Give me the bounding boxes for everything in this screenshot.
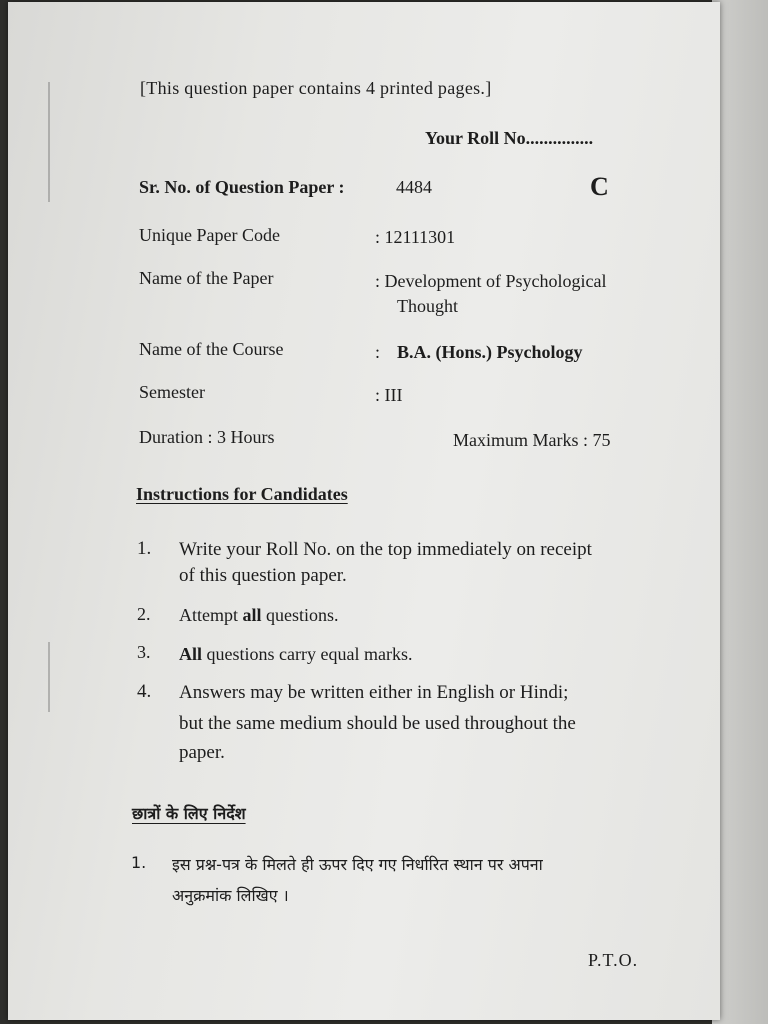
instruction-number: 1. xyxy=(137,538,152,559)
hindi-instruction-text: अनुक्रमांक लिखिए । xyxy=(172,886,289,905)
instruction-text: Write your Roll No. on the top immediately on receipt xyxy=(179,539,592,560)
course-value: B.A. (Hons.) Psychology xyxy=(397,342,583,362)
maximum-marks: Maximum Marks : 75 xyxy=(453,430,611,450)
instruction-text: All questions carry equal marks. xyxy=(179,644,413,664)
instruction-number: 4. xyxy=(137,681,152,702)
instruction-text: Attempt all questions. xyxy=(179,605,339,625)
sr-no-value: 4484 xyxy=(396,177,432,197)
paper-fold-mark xyxy=(48,642,50,712)
background-edge xyxy=(712,0,768,1024)
instruction-number: 2. xyxy=(137,604,151,624)
upc-label: Unique Paper Code xyxy=(139,225,280,245)
pto-note: P.T.O. xyxy=(588,950,639,970)
semester-value: : III xyxy=(375,385,403,405)
roll-number: Your Roll No............... xyxy=(425,128,594,148)
pages-note: [This question paper contains 4 printed pages.] xyxy=(140,78,492,98)
sr-no-label: Sr. No. of Question Paper : xyxy=(139,177,345,197)
duration: Duration : 3 Hours xyxy=(139,427,275,447)
hindi-instruction-text: इस प्रश्न-पत्र के मिलते ही ऊपर दिए गए निर्धारित स्थान पर अपना xyxy=(172,855,543,874)
instruction-text: paper. xyxy=(179,742,225,763)
instruction-text: of this question paper. xyxy=(179,565,347,586)
hindi-instructions-heading: छात्रों के लिए निर्देश xyxy=(132,804,246,823)
course-label: Name of the Course xyxy=(139,339,284,359)
paper-name-label: Name of the Paper xyxy=(139,268,274,288)
semester-label: Semester xyxy=(139,382,205,402)
set-letter: C xyxy=(590,172,609,201)
paper-fold-mark xyxy=(48,82,50,202)
hindi-item-number: 1. xyxy=(131,853,147,872)
instruction-text: Answers may be written either in English or Hindi; xyxy=(179,682,569,703)
paper-name-value: : Development of Psychological xyxy=(375,271,607,291)
upc-value: : 12111301 xyxy=(375,227,456,247)
paper-name-value-cont: Thought xyxy=(397,296,458,316)
instruction-number: 3. xyxy=(137,642,151,662)
instructions-heading: Instructions for Candidates xyxy=(136,484,348,504)
course-colon: : xyxy=(375,342,381,362)
instruction-text: but the same medium should be used throughout the xyxy=(179,713,576,734)
